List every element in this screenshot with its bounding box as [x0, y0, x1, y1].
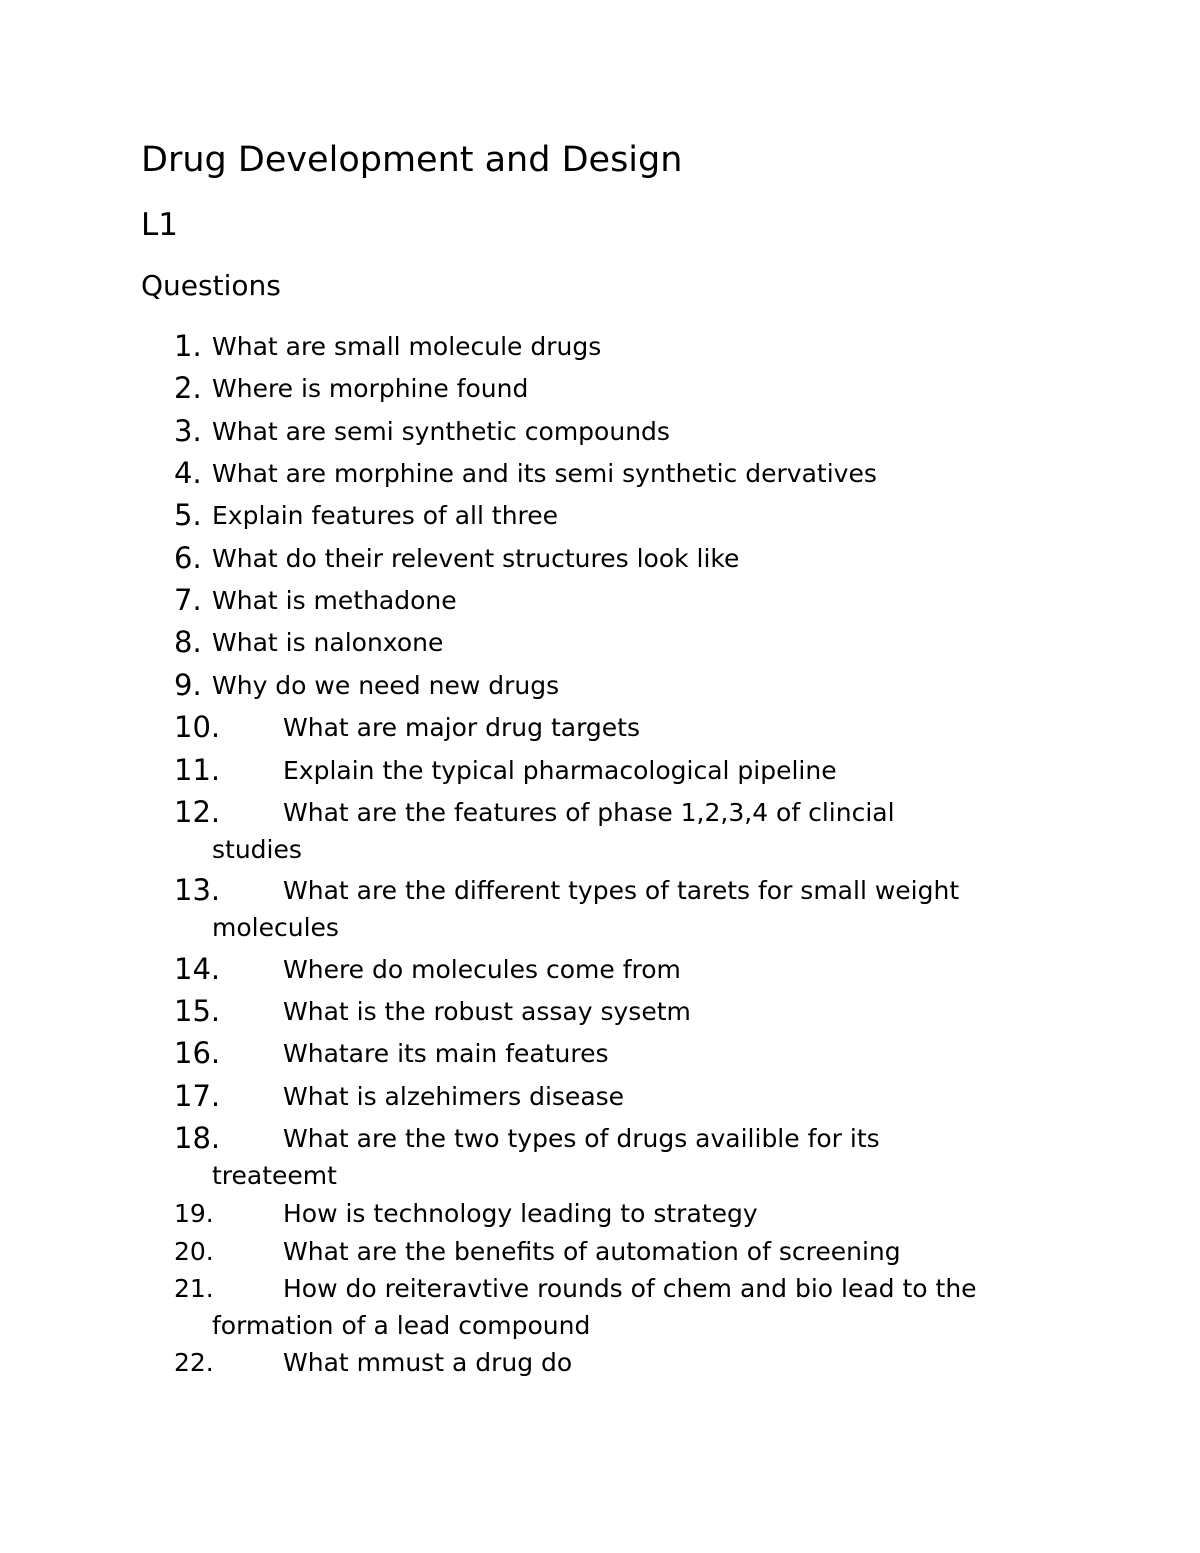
question-number: 13.	[174, 873, 221, 907]
question-text: What are the features of phase 1,2,3,4 of clincial	[283, 798, 895, 827]
question-text: What are major drug targets	[283, 713, 640, 742]
question-number: 20.	[174, 1237, 214, 1266]
question-number: 12.	[174, 795, 221, 829]
question-number: 7.	[174, 583, 202, 617]
question-number: 8.	[174, 625, 202, 659]
question-text: What are the two types of drugs availible for its	[283, 1124, 880, 1153]
question-text: What are the different types of tarets for small weight	[283, 876, 960, 905]
document-title: Drug Development and Design	[141, 140, 683, 180]
section-heading: Questions	[141, 269, 281, 302]
question-text: What is methadone	[212, 586, 457, 615]
question-number: 9.	[174, 668, 202, 702]
question-number: 4.	[174, 456, 202, 490]
question-text: How is technology leading to strategy	[283, 1199, 758, 1228]
question-number: 11.	[174, 753, 221, 787]
question-text: What are semi synthetic compounds	[212, 417, 670, 446]
question-text: Why do we need new drugs	[212, 671, 560, 700]
question-text: Explain features of all three	[212, 501, 559, 530]
question-number: 19.	[174, 1199, 214, 1228]
question-number: 10.	[174, 710, 221, 744]
question-number: 17.	[174, 1079, 221, 1113]
question-text-continuation: formation of a lead compound	[212, 1311, 591, 1340]
question-text: Explain the typical pharmacological pipeline	[283, 756, 837, 785]
question-text: What are morphine and its semi synthetic dervatives	[212, 459, 877, 488]
question-number: 21.	[174, 1274, 214, 1303]
question-text: Where is morphine found	[212, 374, 529, 403]
question-text: What are small molecule drugs	[212, 332, 602, 361]
question-text: How do reiteravtive rounds of chem and bio lead to the	[283, 1274, 977, 1303]
question-number: 6.	[174, 541, 202, 575]
question-text: What is nalonxone	[212, 628, 444, 657]
question-number: 1.	[174, 329, 202, 363]
question-text: What is the robust assay sysetm	[283, 997, 691, 1026]
question-number: 18.	[174, 1121, 221, 1155]
question-text-continuation: molecules	[212, 913, 339, 942]
question-number: 15.	[174, 994, 221, 1028]
question-number: 14.	[174, 952, 221, 986]
question-text-continuation: studies	[212, 835, 302, 864]
question-number: 5.	[174, 498, 202, 532]
question-text: Whatare its main features	[283, 1039, 609, 1068]
question-text: What are the benefits of automation of screening	[283, 1237, 901, 1266]
question-number: 16.	[174, 1036, 221, 1070]
question-text-continuation: treateemt	[212, 1161, 337, 1190]
question-text: What is alzehimers disease	[283, 1082, 625, 1111]
lecture-label: L1	[141, 207, 178, 243]
question-number: 3.	[174, 414, 202, 448]
question-text: What mmust a drug do	[283, 1348, 573, 1377]
question-text: Where do molecules come from	[283, 955, 681, 984]
question-text: What do their relevent structures look like	[212, 544, 740, 573]
question-number: 2.	[174, 371, 202, 405]
question-number: 22.	[174, 1348, 214, 1377]
